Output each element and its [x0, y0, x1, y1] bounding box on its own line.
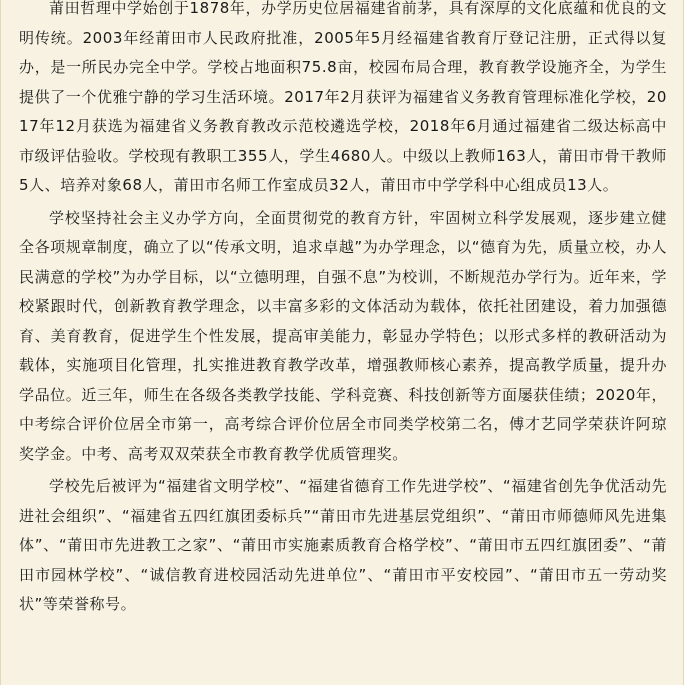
article-body	[19, 0, 667, 623]
paragraph-school-philosophy: 学校坚持社会主义办学方向，全面贯彻党的教育方针，牢固树立科学发展观，逐步建立健全各项规章制度，确立了以“传承文明，追求卓越”为办学理念，以“德育为先，质量立校，办人民满意的学校”为办学目标，以“立德明理，自强不息”为校训，不断规范办学行为。近年来，学校紧跟时代，创新教育教学理念，以丰富多彩的文体活动为载体，依托社团建设，着力加强德育、美育教育，促进学生个性发展，提高审美能力，彰显办学特色；以形式多样的教研活动为载体，实施项目化管理，扎实推进教育教学改革，增强教师核心素养，提高教学质量，提升办学品位。近三年，师生在各级各类教学技能、学科竞赛、科技创新等方面屡获佳绩；2020年，中考综合评价位居全市第一，高考综合评价位居全市同类学校第二名，傅才艺同学荣获许阿琼奖学金。中考、高考双双荣获全市教育教学优质管理奖。	[19, 208, 667, 463]
paragraph-school-honors: 学校先后被评为“福建省文明学校”、“福建省德育工作先进学校”、“福建省创先争优活动先进社会组织”、“福建省五四红旗团委标兵”“莆田市先进基层党组织”、“莆田市师德师风先进集体”、“莆田市先进教工之家”、“莆田市实施素质教育合格学校”、“莆田市五四红旗团委”、“莆田市园林学校”、“诚信教育进校园活动先进单位”、“莆田市平安校园”、“莆田市五一劳动奖状”等荣誉称号。	[19, 477, 667, 613]
paragraph-school-history: 莆田哲理中学始创于1878年，办学历史位居福建省前茅，具有深厚的文化底蕴和优良的文明传统。2003年经莆田市人民政府批准，2005年5月经福建省教育厅登记注册，正式得以复办，是一所民办完全中学。学校占地面积75.8亩，校园布局合理，教育教学设施齐全，为学生提供了一个优雅宁静的学习生活环境。2017年2月获评为福建省义务教育管理标准化学校，2017年12月获选为福建省义务教育教改示范校遴选学校，2018年6月通过福建省二级达标高中市级评估验收。学校现有教职工355人，学生4680人。中级以上教师163人，莆田市骨干教师5人、培养对象68人，莆田市名师工作室成员32人，莆田市中学学科中心组成员13人。	[19, 0, 667, 194]
